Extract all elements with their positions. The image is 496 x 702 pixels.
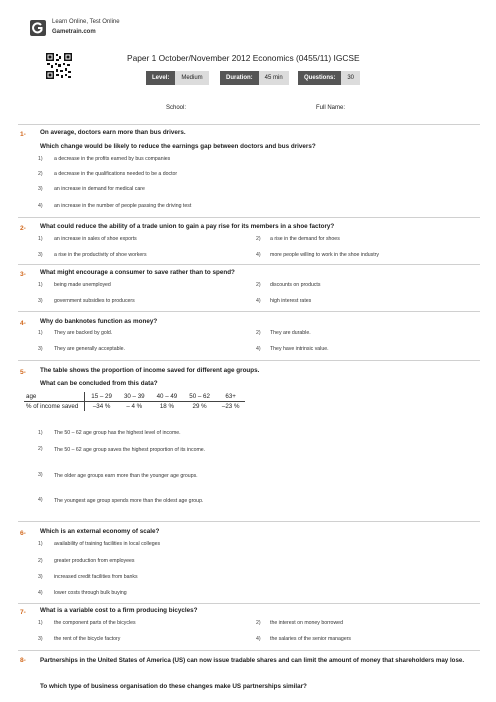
question-stem: Partnerships in the United States of America (US) can now issue tradable shares and can limit the amount of money that shareholders may lose. [40,657,465,664]
qr-code-icon [46,53,72,79]
option-text[interactable]: increased credit facilities from banks [54,574,138,580]
option-text[interactable]: They have intrinsic value. [270,346,329,352]
option-text[interactable]: They are generally acceptable. [54,346,125,352]
table-cell: 30 – 39 [118,392,151,402]
duration-badge [220,71,289,85]
school-label: School: [166,105,187,111]
option-text[interactable]: The 50 – 62 age group has the highest level of income. [54,430,181,436]
question-number: 6- [20,530,26,537]
questions-label: Questions: [298,71,341,85]
level-label: Level: [146,71,175,85]
table-cell: –23 % [221,403,240,410]
option-number: 4) [38,203,43,209]
option-number: 3) [38,636,43,642]
option-text[interactable]: the interest on money borrowed [270,620,343,626]
question-stem: What might encourage a consumer to save rather than to spend? [40,269,235,276]
option-number: 2) [256,236,261,242]
option-text[interactable]: The older age groups earn more than the younger age groups. [54,473,198,479]
level-value: Medium [175,71,208,85]
option-number: 1) [38,236,43,242]
table-cell: 29 % [192,403,207,410]
option-number: 1) [38,541,43,547]
option-number: 2) [38,558,43,564]
option-number: 3) [38,298,43,304]
questions-value: 30 [341,71,360,85]
gametrain-logo-icon [30,20,46,36]
option-number: 4) [38,497,43,503]
option-text[interactable]: a rise in the productivity of shoe workers [54,252,147,258]
option-text[interactable]: a decrease in the qualifications needed to be a doctor [54,171,178,177]
option-text[interactable]: being made unemployed [54,282,111,288]
option-number: 3) [38,186,43,192]
question-stem: What could reduce the ability of a trade union to gain a pay rise for its members in a shoe factory? [40,223,335,230]
duration-label: Duration: [220,71,259,85]
option-number: 1) [38,282,43,288]
option-text[interactable]: an increase in demand for medical care [54,186,145,192]
option-number: 2) [256,330,261,336]
question-stem: The table shows the proportion of income saved for different age groups. [40,367,260,374]
option-text[interactable]: government subsidies to producers [54,298,135,304]
table-cell: age [24,392,85,402]
option-number: 4) [256,252,261,258]
option-text[interactable]: lower costs through bulk buying [54,590,127,596]
question-number: 7- [20,609,26,616]
brand-tagline: Learn Online, Test Online [52,19,120,25]
divider [18,217,480,218]
fullname-label: Full Name: [316,105,346,111]
table-cell: –34 % [92,403,111,410]
option-text[interactable]: a decrease in the profits earned by bus companies [54,156,171,162]
divider [18,124,480,125]
divider [18,521,480,522]
option-number: 3) [38,472,43,478]
option-text[interactable]: The 50 – 62 age group saves the highest proportion of its income. [54,447,206,453]
duration-value: 45 min [259,71,289,85]
option-number: 4) [256,636,261,642]
option-number: 4) [38,590,43,596]
option-number: 4) [256,346,261,352]
option-text[interactable]: more people willing to work in the shoe industry [270,252,379,258]
question-ask: Which change would be likely to reduce the earnings gap between doctors and bus drivers? [40,143,316,150]
option-text[interactable]: an increase in the number of people passing the driving test [54,203,192,209]
table-cell: 18 % [159,403,174,410]
option-number: 1) [38,330,43,336]
question-ask: To which type of business organisation do these changes make US partnerships similar? [40,683,307,690]
option-text[interactable]: a rise in the demand for shoes [270,236,340,242]
option-number: 2) [256,620,261,626]
option-text[interactable]: the component parts of the bicycles [54,620,136,626]
option-text[interactable]: the salaries of the senior managers [270,636,352,642]
table-row [24,392,245,402]
question-stem: Which is an external economy of scale? [40,528,160,535]
table-cell: 63+ [216,392,246,402]
savings-table [24,392,245,411]
question-number: 2- [20,225,26,232]
table-cell: 15 – 29 [85,392,118,402]
question-number: 1- [20,131,26,138]
brand-site: Gametrain.com [52,29,96,35]
option-number: 2) [38,171,43,177]
level-badge [146,71,209,85]
option-text[interactable]: an increase in sales of shoe exports [54,236,137,242]
option-text[interactable]: The youngest age group spends more than the oldest age group. [54,498,204,504]
option-number: 1) [38,156,43,162]
divider [18,603,480,604]
divider [18,311,480,312]
divider [18,650,480,651]
question-number: 5- [20,369,26,376]
option-text[interactable]: the rent of the bicycle factory [54,636,121,642]
question-stem: Why do banknotes function as money? [40,318,158,325]
question-number: 3- [20,271,26,278]
table-cell: % of income saved [24,402,85,412]
table-cell: – 4 % [126,403,143,410]
question-stem: What is a variable cost to a firm producing bicycles? [40,607,198,614]
questions-badge [298,71,360,85]
option-number: 1) [38,620,43,626]
question-number: 8- [20,657,26,664]
option-number: 2) [256,282,261,288]
question-stem: On average, doctors earn more than bus drivers. [40,129,186,136]
table-cell: 40 – 49 [151,392,184,402]
option-number: 2) [38,446,43,452]
paper-title: Paper 1 October/November 2012 Economics (0455/11) IGCSE [127,53,360,63]
option-number: 3) [38,574,43,580]
option-number: 4) [256,298,261,304]
option-number: 3) [38,252,43,258]
divider [18,264,480,265]
table-row [24,402,245,412]
option-text[interactable]: discounts on products [270,282,321,288]
option-number: 1) [38,430,43,436]
option-text[interactable]: high interest rates [270,298,312,304]
option-text[interactable]: availability of training facilities in local colleges [54,541,161,547]
option-text[interactable]: They are durable. [270,330,311,336]
table-cell: 50 – 62 [183,392,216,402]
divider [18,360,480,361]
option-text[interactable]: greater production from employees [54,558,135,564]
option-number: 3) [38,346,43,352]
option-text[interactable]: They are backed by gold. [54,330,113,336]
question-ask: What can be concluded from this data? [40,380,158,387]
question-number: 4- [20,320,26,327]
